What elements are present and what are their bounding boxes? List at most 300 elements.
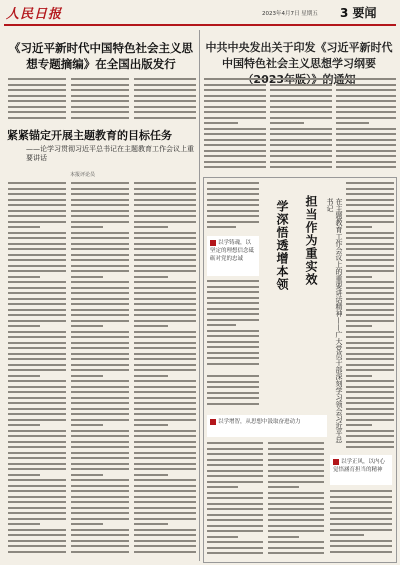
text-line bbox=[207, 188, 259, 190]
text-line bbox=[71, 408, 129, 410]
text-line bbox=[71, 314, 129, 316]
text-line bbox=[207, 525, 263, 527]
text-line bbox=[207, 486, 238, 488]
page-label: 3 要闻 bbox=[340, 6, 377, 20]
text-line bbox=[134, 342, 196, 344]
text-line bbox=[346, 364, 394, 366]
text-line bbox=[207, 204, 259, 206]
callout-1-text: 以学铸魂，以坚定的理想信念砥砺对党的忠诚 bbox=[210, 240, 255, 262]
left-body-col2 bbox=[71, 182, 129, 560]
text-line bbox=[8, 380, 66, 382]
text-line bbox=[8, 507, 66, 509]
left-body-col1 bbox=[8, 182, 66, 560]
text-line bbox=[71, 474, 103, 476]
text-line bbox=[8, 347, 66, 349]
text-line bbox=[8, 199, 66, 201]
text-line bbox=[8, 276, 40, 278]
text-line bbox=[71, 545, 129, 547]
text-line bbox=[8, 210, 66, 212]
text-line bbox=[8, 78, 66, 80]
text-line bbox=[134, 512, 196, 514]
text-line bbox=[71, 89, 129, 91]
text-line bbox=[71, 287, 129, 289]
text-line bbox=[8, 391, 66, 393]
text-line bbox=[134, 408, 196, 410]
text-line bbox=[330, 523, 392, 525]
text-line bbox=[207, 442, 263, 444]
text-line bbox=[268, 470, 324, 472]
text-line bbox=[71, 111, 129, 113]
text-line bbox=[134, 430, 196, 432]
text-line bbox=[134, 446, 196, 448]
text-line bbox=[207, 375, 259, 377]
text-line bbox=[134, 254, 196, 256]
text-line bbox=[71, 342, 129, 344]
text-line bbox=[134, 331, 196, 333]
text-line bbox=[346, 325, 372, 327]
text-line bbox=[204, 144, 266, 146]
text-line bbox=[330, 534, 364, 536]
text-line bbox=[346, 402, 394, 404]
left-headline: 《习近平新时代中国特色社会主义思想专题摘编》在全国出版发行 bbox=[9, 41, 193, 71]
text-line bbox=[346, 237, 394, 239]
text-line bbox=[71, 375, 103, 377]
text-line bbox=[207, 226, 236, 228]
text-line bbox=[207, 199, 259, 201]
text-line bbox=[8, 408, 66, 410]
text-line bbox=[346, 391, 394, 393]
text-line bbox=[71, 364, 129, 366]
text-line bbox=[270, 150, 332, 152]
text-line bbox=[134, 117, 196, 119]
text-line bbox=[134, 111, 196, 113]
column-divider bbox=[199, 30, 200, 561]
text-line bbox=[71, 320, 129, 322]
text-line bbox=[336, 133, 396, 135]
text-line bbox=[330, 545, 392, 547]
text-line bbox=[207, 503, 263, 505]
text-line bbox=[346, 188, 394, 190]
text-line bbox=[71, 210, 129, 212]
text-line bbox=[336, 128, 396, 130]
text-line bbox=[336, 139, 396, 141]
text-line bbox=[270, 100, 332, 102]
text-line bbox=[346, 386, 394, 388]
text-line bbox=[134, 534, 196, 536]
text-line bbox=[8, 479, 66, 481]
text-line bbox=[268, 481, 324, 483]
text-line bbox=[330, 512, 392, 514]
text-line bbox=[336, 95, 396, 97]
text-line bbox=[346, 204, 394, 206]
text-line bbox=[8, 100, 66, 102]
text-line bbox=[330, 529, 392, 531]
text-line bbox=[207, 448, 263, 450]
text-line bbox=[8, 551, 66, 553]
text-line bbox=[134, 380, 196, 382]
text-line bbox=[270, 128, 332, 130]
text-line bbox=[270, 95, 332, 97]
right-headline: 中共中央发出关于印发《习近平新时代中国特色社会主义思想学习纲要 bbox=[205, 41, 393, 70]
text-line bbox=[71, 512, 129, 514]
text-line bbox=[134, 452, 196, 454]
text-line bbox=[134, 221, 196, 223]
text-line bbox=[204, 150, 266, 152]
text-line bbox=[207, 530, 263, 532]
text-line bbox=[71, 430, 129, 432]
text-line bbox=[270, 155, 332, 157]
text-line bbox=[207, 346, 259, 348]
text-line bbox=[204, 155, 266, 157]
text-line bbox=[346, 347, 394, 349]
text-line bbox=[346, 199, 394, 201]
text-line bbox=[204, 89, 266, 91]
byline: 本报评论员 bbox=[70, 172, 96, 178]
text-line bbox=[8, 287, 66, 289]
text-line bbox=[71, 265, 129, 267]
text-line bbox=[330, 507, 392, 509]
text-line bbox=[134, 490, 196, 492]
text-line bbox=[71, 303, 129, 305]
text-line bbox=[8, 386, 66, 388]
text-line bbox=[8, 375, 40, 377]
text-line bbox=[71, 540, 129, 542]
text-line bbox=[134, 325, 168, 327]
text-line bbox=[268, 519, 324, 521]
text-line bbox=[71, 369, 129, 371]
text-line bbox=[134, 259, 196, 261]
text-line bbox=[71, 353, 129, 355]
text-line bbox=[134, 281, 196, 283]
text-line bbox=[134, 501, 196, 503]
text-line bbox=[346, 303, 394, 305]
text-line bbox=[71, 193, 129, 195]
text-line bbox=[270, 106, 332, 108]
text-line bbox=[8, 545, 66, 547]
text-line bbox=[8, 457, 66, 459]
text-line bbox=[207, 210, 259, 212]
text-line bbox=[134, 199, 196, 201]
text-line bbox=[207, 313, 259, 315]
text-line bbox=[8, 314, 66, 316]
text-line bbox=[71, 188, 129, 190]
text-line bbox=[336, 100, 396, 102]
text-line bbox=[270, 89, 332, 91]
text-line bbox=[330, 496, 392, 498]
feature-title-2: 担当作为重实效 bbox=[304, 195, 318, 286]
text-line bbox=[71, 435, 129, 437]
text-line bbox=[8, 95, 66, 97]
text-line bbox=[71, 551, 129, 553]
text-line bbox=[134, 215, 196, 217]
text-line bbox=[71, 232, 129, 234]
callout-icon bbox=[210, 240, 216, 246]
text-line bbox=[8, 259, 66, 261]
text-line bbox=[268, 475, 324, 477]
callout-icon bbox=[210, 419, 216, 425]
text-line bbox=[71, 485, 129, 487]
text-line bbox=[346, 413, 394, 415]
text-line bbox=[71, 457, 129, 459]
text-line bbox=[134, 100, 196, 102]
text-line bbox=[268, 492, 324, 494]
text-line bbox=[346, 243, 394, 245]
text-line bbox=[207, 470, 263, 472]
text-line bbox=[71, 507, 129, 509]
text-line bbox=[207, 481, 263, 483]
text-line bbox=[204, 111, 266, 113]
text-line bbox=[270, 84, 332, 86]
text-line bbox=[71, 221, 129, 223]
text-line bbox=[71, 254, 129, 256]
text-line bbox=[134, 276, 168, 278]
text-line bbox=[268, 547, 324, 549]
text-line bbox=[134, 369, 196, 371]
text-line bbox=[346, 226, 372, 228]
callout-2 bbox=[207, 415, 327, 437]
text-line bbox=[336, 166, 396, 168]
text-line bbox=[8, 463, 66, 465]
text-line bbox=[71, 276, 103, 278]
text-line bbox=[134, 364, 196, 366]
feature-lower-col3 bbox=[330, 490, 392, 559]
text-line bbox=[71, 182, 129, 184]
text-line bbox=[8, 496, 66, 498]
text-line bbox=[336, 106, 396, 108]
text-line bbox=[346, 314, 394, 316]
text-line bbox=[268, 448, 324, 450]
text-line bbox=[330, 551, 392, 553]
right-top-col2 bbox=[270, 78, 332, 173]
text-line bbox=[207, 286, 259, 288]
text-line bbox=[207, 308, 259, 310]
text-line bbox=[346, 215, 394, 217]
text-line bbox=[268, 536, 299, 538]
text-line bbox=[8, 358, 66, 360]
text-line bbox=[134, 78, 196, 80]
text-line bbox=[268, 552, 324, 554]
text-line bbox=[330, 501, 392, 503]
text-line bbox=[207, 341, 259, 343]
text-line bbox=[71, 518, 129, 520]
text-line bbox=[134, 474, 168, 476]
text-line bbox=[8, 298, 66, 300]
text-line bbox=[336, 89, 396, 91]
text-line bbox=[270, 111, 332, 113]
feature-lower-col2 bbox=[268, 442, 324, 559]
text-line bbox=[71, 331, 129, 333]
text-line bbox=[207, 464, 263, 466]
feature-lower-col1 bbox=[207, 442, 263, 559]
text-line bbox=[8, 369, 66, 371]
text-line bbox=[346, 320, 394, 322]
text-line bbox=[8, 523, 40, 525]
text-line bbox=[134, 193, 196, 195]
text-line bbox=[8, 485, 66, 487]
text-line bbox=[207, 324, 236, 326]
text-line bbox=[8, 221, 66, 223]
text-line bbox=[134, 243, 196, 245]
text-line bbox=[207, 221, 259, 223]
text-line bbox=[204, 100, 266, 102]
text-line bbox=[71, 358, 129, 360]
text-line bbox=[71, 391, 129, 393]
text-line bbox=[134, 529, 196, 531]
text-line bbox=[336, 117, 396, 119]
text-line bbox=[346, 342, 394, 344]
text-line bbox=[207, 552, 263, 554]
text-line bbox=[204, 78, 266, 80]
text-line bbox=[207, 302, 259, 304]
text-line bbox=[268, 459, 324, 461]
text-line bbox=[134, 226, 168, 228]
text-line bbox=[346, 259, 394, 261]
text-line bbox=[134, 309, 196, 311]
text-line bbox=[8, 226, 40, 228]
text-line bbox=[270, 122, 304, 124]
text-line bbox=[207, 497, 263, 499]
text-line bbox=[8, 430, 66, 432]
text-line bbox=[8, 540, 66, 542]
text-line bbox=[134, 463, 196, 465]
text-line bbox=[346, 424, 372, 426]
text-line bbox=[207, 363, 259, 365]
text-line bbox=[8, 325, 40, 327]
text-line bbox=[134, 204, 196, 206]
text-line bbox=[346, 336, 394, 338]
text-line bbox=[134, 270, 196, 272]
text-line bbox=[8, 342, 66, 344]
text-line bbox=[71, 446, 129, 448]
left-article-top-col2 bbox=[71, 78, 129, 122]
masthead-rule bbox=[4, 24, 396, 26]
text-line bbox=[270, 117, 332, 119]
text-line bbox=[134, 551, 196, 553]
text-line bbox=[207, 514, 263, 516]
text-line bbox=[346, 292, 394, 294]
text-line bbox=[8, 529, 66, 531]
text-line bbox=[71, 309, 129, 311]
text-line bbox=[8, 248, 66, 250]
text-line bbox=[8, 353, 66, 355]
text-line bbox=[134, 397, 196, 399]
text-line bbox=[71, 215, 129, 217]
text-line bbox=[71, 248, 129, 250]
text-line bbox=[71, 402, 129, 404]
text-line bbox=[71, 523, 103, 525]
text-line bbox=[204, 161, 266, 163]
text-line bbox=[207, 215, 259, 217]
text-line bbox=[207, 291, 259, 293]
text-line bbox=[134, 95, 196, 97]
feature-col1b bbox=[207, 280, 259, 370]
text-line bbox=[204, 133, 266, 135]
text-line bbox=[268, 514, 324, 516]
feature-deck: 在主题教育工作会议上的重要讲话精神——广大党员干部深刻学习领会习近平总书记 bbox=[326, 198, 343, 443]
left-article-top-col3 bbox=[134, 78, 196, 122]
text-line bbox=[71, 419, 129, 421]
text-line bbox=[346, 309, 394, 311]
text-line bbox=[346, 419, 394, 421]
text-line bbox=[346, 254, 394, 256]
text-line bbox=[207, 381, 259, 383]
text-line bbox=[71, 441, 129, 443]
text-line bbox=[134, 457, 196, 459]
text-line bbox=[134, 106, 196, 108]
text-line bbox=[8, 89, 66, 91]
callout-2-text: 以学增智，从思想中汲取奋进动力 bbox=[218, 419, 301, 425]
text-line bbox=[207, 508, 263, 510]
text-line bbox=[336, 161, 396, 163]
text-line bbox=[346, 287, 394, 289]
text-line bbox=[134, 518, 196, 520]
newspaper-logo: 人民日报 bbox=[6, 7, 63, 22]
text-line bbox=[134, 479, 196, 481]
text-line bbox=[346, 358, 394, 360]
text-line bbox=[346, 270, 394, 272]
feature-col-lower1 bbox=[207, 375, 259, 413]
text-line bbox=[71, 380, 129, 382]
text-line bbox=[8, 424, 40, 426]
text-line bbox=[207, 541, 263, 543]
text-line bbox=[134, 303, 196, 305]
text-line bbox=[134, 298, 196, 300]
text-line bbox=[204, 117, 266, 119]
text-line bbox=[71, 424, 103, 426]
text-line bbox=[204, 84, 266, 86]
text-line bbox=[71, 95, 129, 97]
text-line bbox=[346, 276, 372, 278]
text-line bbox=[346, 375, 372, 377]
text-line bbox=[8, 243, 66, 245]
text-line bbox=[207, 280, 259, 282]
text-line bbox=[207, 519, 263, 521]
text-line bbox=[346, 430, 394, 432]
text-line bbox=[346, 380, 394, 382]
text-line bbox=[134, 375, 168, 377]
text-line bbox=[8, 419, 66, 421]
text-line bbox=[346, 193, 394, 195]
text-line bbox=[8, 501, 66, 503]
text-line bbox=[71, 199, 129, 201]
text-line bbox=[71, 84, 129, 86]
text-line bbox=[8, 309, 66, 311]
text-line bbox=[134, 386, 196, 388]
text-line bbox=[8, 490, 66, 492]
text-line bbox=[330, 490, 392, 492]
text-line bbox=[71, 117, 129, 119]
text-line bbox=[71, 496, 129, 498]
text-line bbox=[336, 78, 396, 80]
text-line bbox=[207, 453, 263, 455]
text-line bbox=[8, 204, 66, 206]
text-line bbox=[270, 78, 332, 80]
text-line bbox=[8, 182, 66, 184]
text-line bbox=[8, 270, 66, 272]
text-line bbox=[270, 139, 332, 141]
text-line bbox=[134, 182, 196, 184]
text-line bbox=[207, 352, 259, 354]
right-top-col1 bbox=[204, 78, 266, 173]
text-line bbox=[134, 496, 196, 498]
text-line bbox=[134, 413, 196, 415]
text-line bbox=[270, 166, 332, 168]
text-line bbox=[207, 397, 259, 399]
text-line bbox=[204, 122, 238, 124]
text-line bbox=[71, 243, 129, 245]
text-line bbox=[134, 232, 196, 234]
text-line bbox=[134, 507, 196, 509]
